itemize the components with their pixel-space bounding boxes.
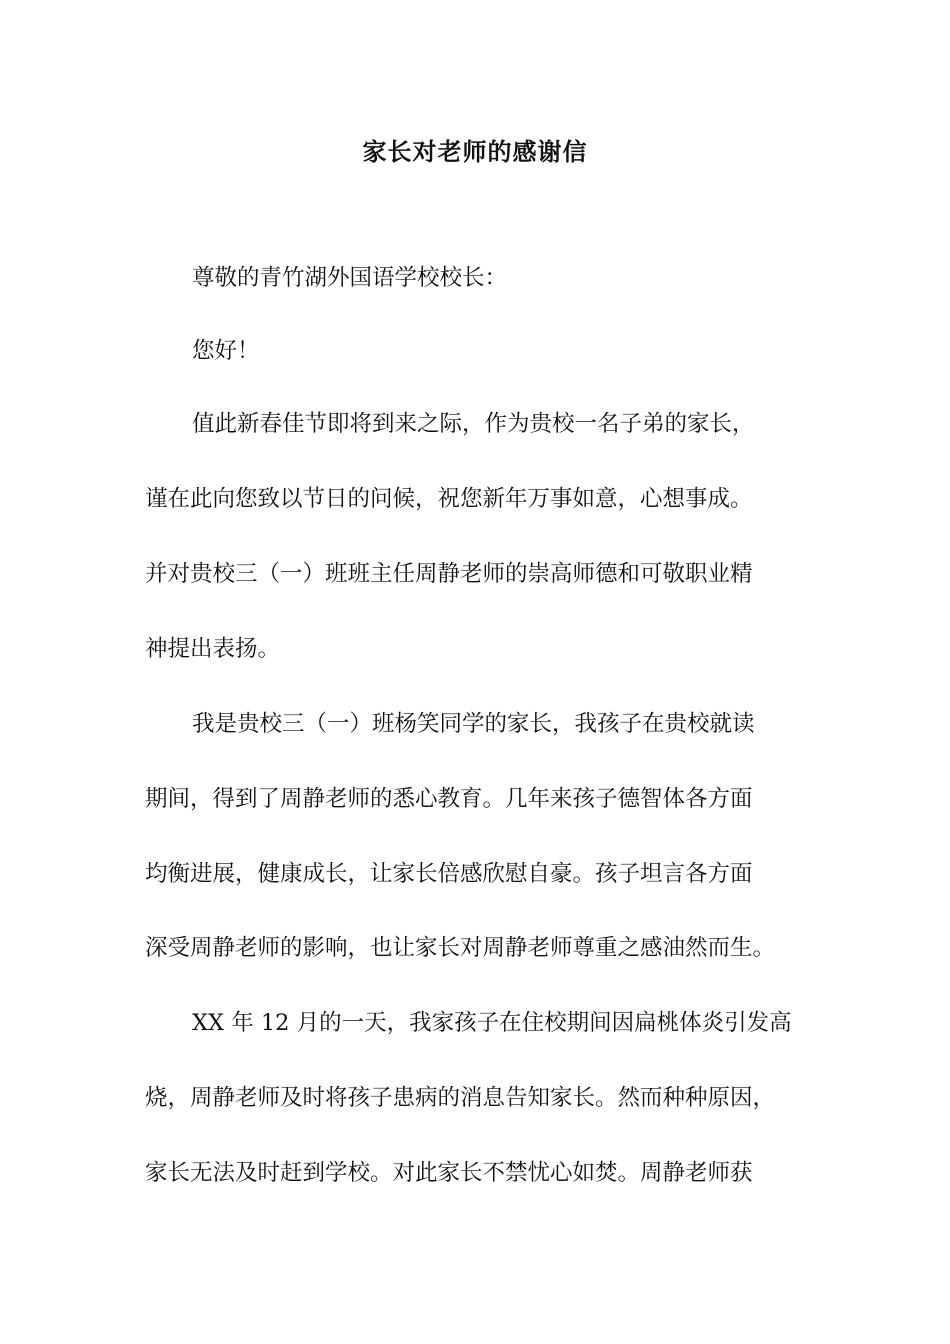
body-text-line: XX 年 12 月的一天，我家孩子在住校期间因扁桃体炎引发高 xyxy=(192,1010,792,1036)
body-text-line: 烧，周静老师及时将孩子患病的消息告知家长。然而种种原因， xyxy=(145,1085,776,1111)
body-text-line: 我是贵校三（一）班杨笑同学的家长，我孩子在贵校就读 xyxy=(192,711,755,737)
document-title: 家长对老师的感谢信 xyxy=(362,138,588,166)
body-text-line: 神提出表扬。 xyxy=(145,636,281,662)
body-text-line: 并对贵校三（一）班班主任周静老师的崇高师德和可敬职业精 xyxy=(145,561,753,587)
greeting-line: 您好！ xyxy=(192,338,260,364)
body-text-line: 谨在此向您致以节日的问候，祝您新年万事如意，心想事成。 xyxy=(145,486,753,512)
body-text-line: 家长无法及时赶到学校。对此家长不禁忧心如焚。周静老师获 xyxy=(145,1160,753,1186)
body-text-line: 期间，得到了周静老师的悉心教育。几年来孩子德智体各方面 xyxy=(145,786,753,812)
body-text-line: 深受周静老师的影响，也让家长对周静老师尊重之感油然而生。 xyxy=(145,935,776,961)
body-text-line: 均衡进展，健康成长，让家长倍感欣慰自豪。孩子坦言各方面 xyxy=(145,861,753,887)
salutation-line: 尊敬的青竹湖外国语学校校长： xyxy=(192,265,508,291)
body-text-line: 值此新春佳节即将到来之际，作为贵校一名子弟的家长， xyxy=(192,411,755,437)
